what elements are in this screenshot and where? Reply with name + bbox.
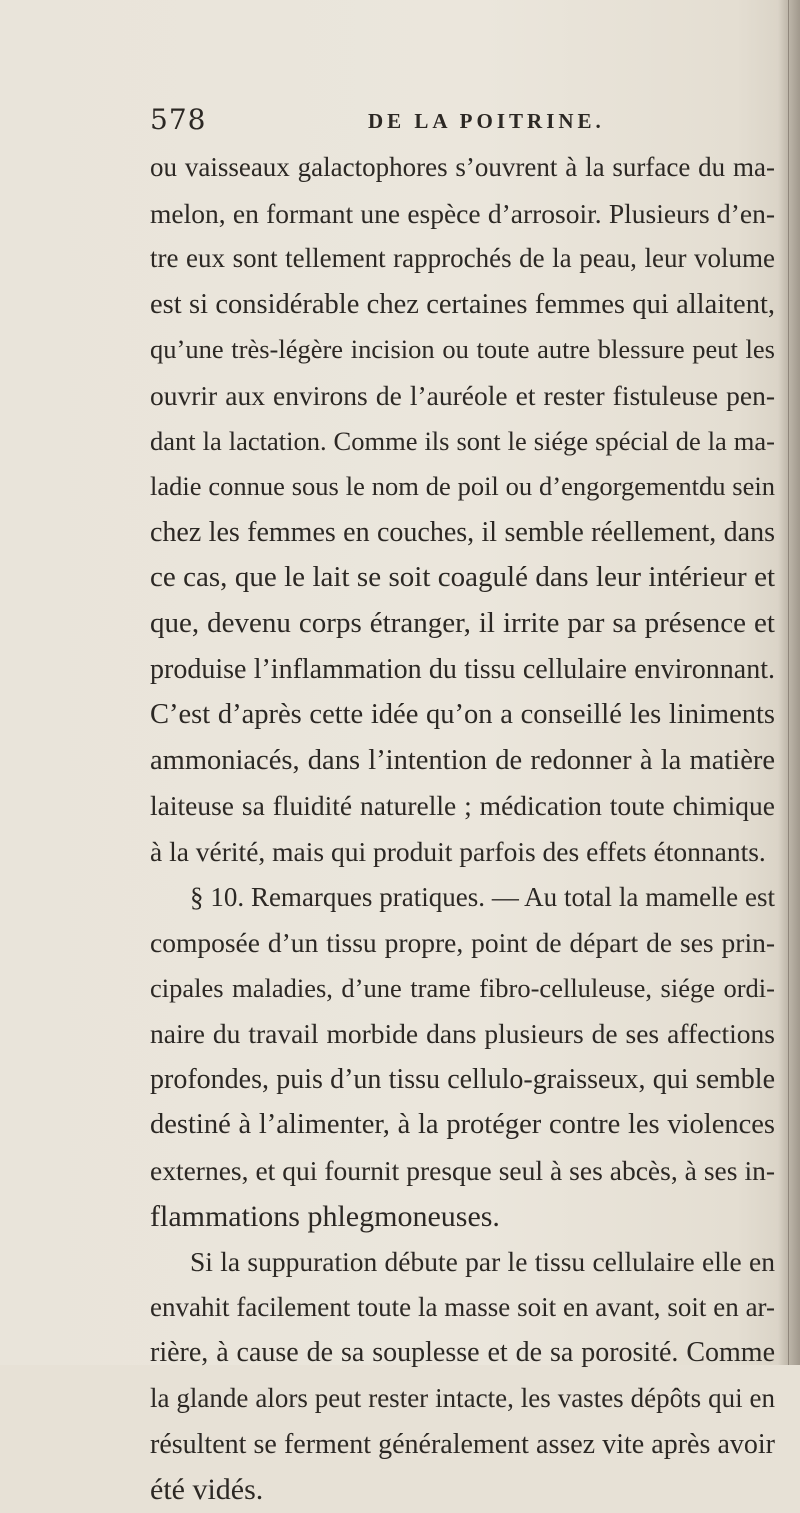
text-line: qu’une très-légère incision ou toute autre blessure peut les — [150, 334, 775, 365]
text-line: laiteuse sa fluidité naturelle ; médication toute chimique — [150, 790, 775, 822]
text-line: été vidés. — [150, 1473, 264, 1507]
text-line: dant la lactation. Comme ils sont le siége spécial de la ma- — [150, 425, 775, 456]
text-line: melon, en formant une espèce d’arrosoir. Plusieurs d’en- — [150, 197, 775, 229]
running-head: DE LA POITRINE. — [368, 109, 605, 133]
text-line: externes, et qui fournit presque seul à ses abcès, à ses in- — [150, 1155, 775, 1187]
text-line: composée d’un tissu propre, point de départ de ses prin- — [150, 927, 775, 959]
text-line: la glande alors peut rester intacte, les vastes dépôts qui en — [150, 1383, 775, 1414]
section-heading-line: § 10. Remarques pratiques. — Au total la mamelle est — [190, 881, 775, 912]
text-line: que, devenu corps étranger, il irrite par sa présence et — [150, 606, 775, 639]
text-line: envahit facilement toute la masse soit en avant, soit en ar- — [150, 1291, 775, 1322]
page-edge-shadow — [778, 0, 800, 1365]
text-line: rière, à cause de sa souplesse et de sa porosité. Comme — [150, 1337, 775, 1369]
paragraph-start-line: Si la suppuration débute par le tissu cellulaire elle en — [190, 1246, 775, 1278]
text-line: naire du travail morbide dans plusieurs de ses affections — [150, 1018, 775, 1050]
text-line: destiné à l’alimenter, à la protéger contre les violences — [150, 1109, 775, 1141]
text-line: profondes, puis d’un tissu cellulo-graisseux, qui semble — [150, 1063, 775, 1095]
text-line: ce cas, que le lait se soit coagulé dans leur intérieur et — [150, 561, 775, 594]
text-line: C’est d’après cette idée qu’on a conseillé les liniments — [150, 699, 775, 731]
text-line: flammations phlegmoneuses. — [150, 1199, 500, 1233]
page-header — [150, 103, 790, 143]
text-line: ouvrir aux environs de l’auréole et rester fistuleuse pen- — [150, 379, 775, 411]
text-line: cipales maladies, d’une trame fibro-celluleuse, siége ordi- — [150, 972, 775, 1003]
text-line: ladie connue sous le nom de poil ou d’engorgementdu sein — [150, 471, 775, 502]
text-line: tre eux sont tellement rapprochés de la peau, leur volume — [150, 243, 775, 274]
text-line: ou vaisseaux galactophores s’ouvrent à la surface du ma- — [150, 152, 775, 182]
page-edge-line — [788, 0, 789, 1365]
body-text — [150, 145, 775, 1513]
page-number: 578 — [150, 103, 207, 136]
text-line: produise l’inflammation du tissu cellulaire environnant. — [150, 653, 775, 685]
text-line: est si considérable chez certaines femmes qui allaitent, — [150, 288, 775, 320]
text-line: ammoniacés, dans l’intention de redonner à la matière — [150, 744, 775, 776]
text-line: à la vérité, mais qui produit parfois des effets étonnants. — [150, 835, 766, 867]
text-line: résultent se ferment généralement assez vite après avoir — [150, 1428, 775, 1460]
text-line: chez les femmes en couches, il semble réellement, dans — [150, 516, 775, 548]
